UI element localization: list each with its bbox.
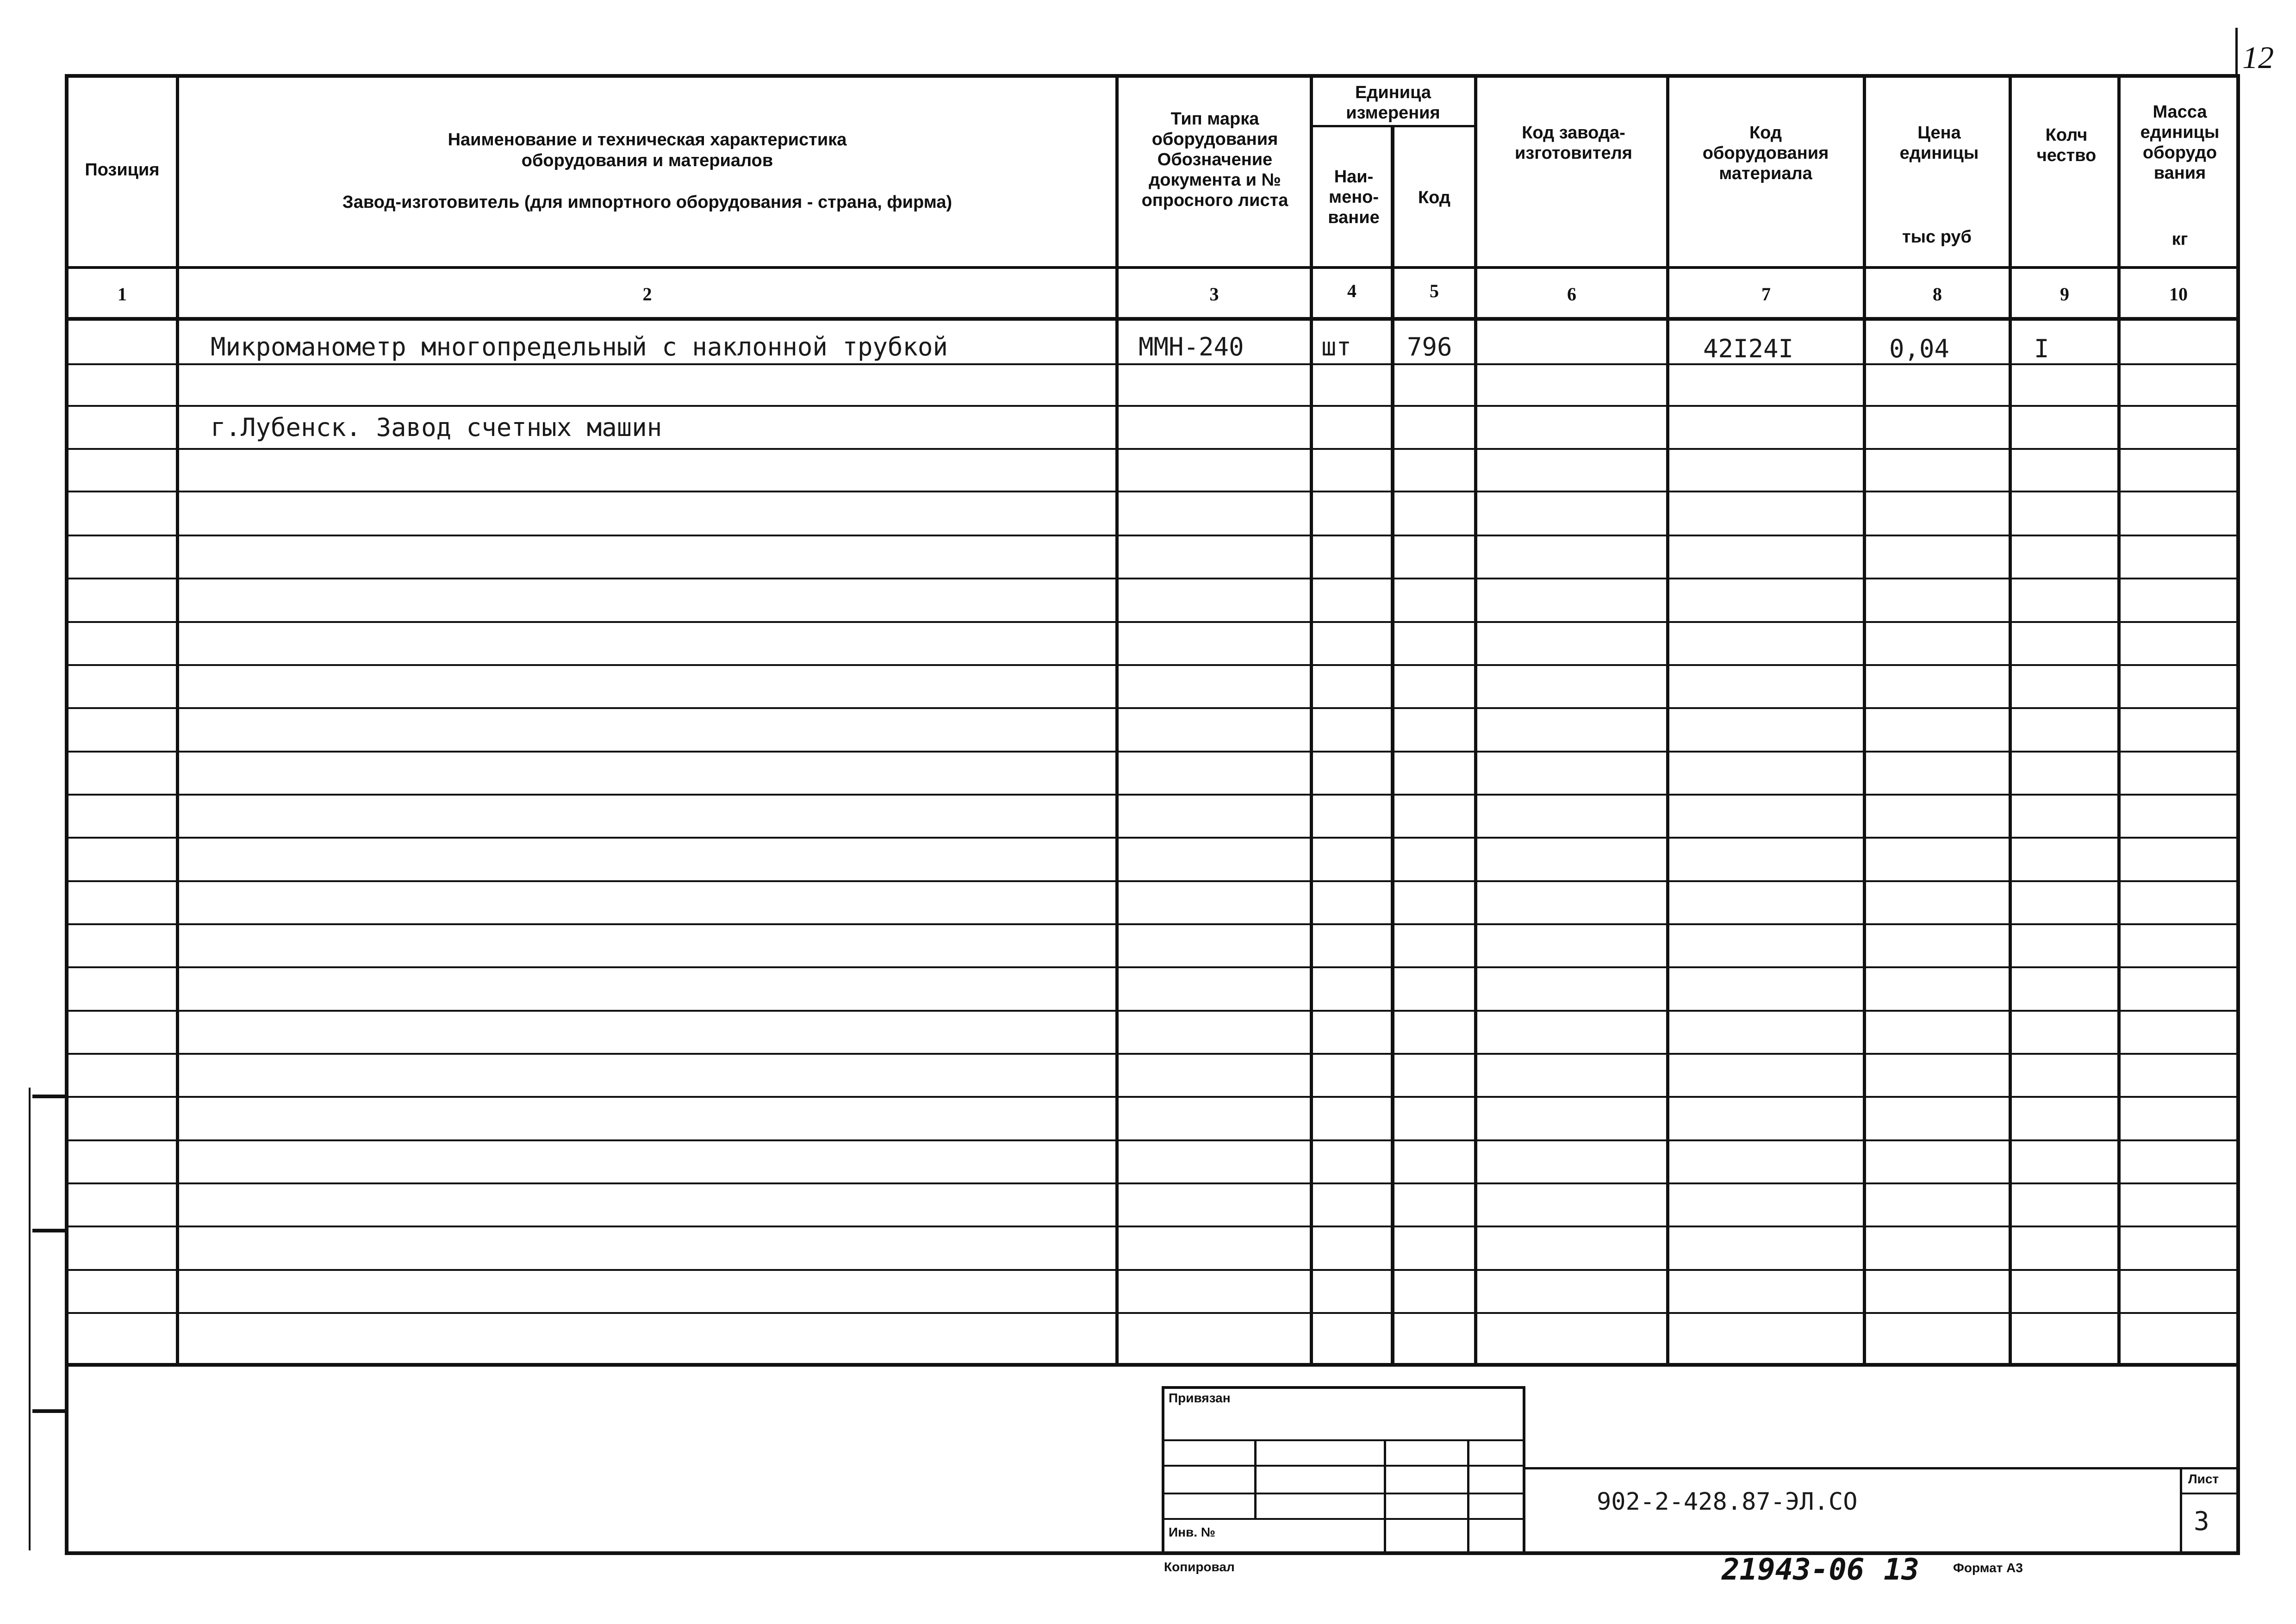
header-unit-group: Единица измерения — [1346, 83, 1440, 123]
header-name-line1: Наименование и техническая характеристика — [448, 130, 847, 149]
format-label: Формат А3 — [1953, 1561, 2023, 1575]
header-factory: Завод-изготовитель (для импортного оборудования - страна, фирма) — [342, 193, 952, 212]
document-code: 902-2-428.87-ЭЛ.СО — [1597, 1488, 1858, 1516]
col-number-5: 5 — [1430, 280, 1439, 301]
col-number-8: 8 — [1933, 284, 1942, 305]
header-mass: Масса единицы оборудо вания — [2140, 102, 2220, 183]
row-2-name: г.Лубенск. Завод счетных машин — [211, 413, 662, 442]
header-quantity: Колч чество — [2036, 125, 2097, 165]
header-price-unit: тыс руб — [1902, 227, 1972, 247]
col-number-9: 9 — [2060, 284, 2069, 305]
col-number-3: 3 — [1209, 284, 1219, 305]
row-1-type: ММН-240 — [1139, 332, 1244, 361]
row-1-material-code: 42I24I — [1703, 334, 1794, 363]
row-1-quantity: I — [2034, 334, 2049, 363]
sheet-number: 3 — [2194, 1506, 2209, 1537]
handwritten-number: 21943-06 — [1722, 1553, 1865, 1587]
col-number-2: 2 — [642, 284, 652, 305]
header-type: Тип марка оборудования Обозначение документа и № опросного листа — [1141, 109, 1288, 210]
row-1-unit-code: 796 — [1407, 332, 1452, 361]
col-number-7: 7 — [1761, 284, 1771, 305]
corner-page-number: 12 — [2242, 40, 2274, 75]
col-number-6: 6 — [1567, 284, 1576, 305]
copied-label: Копировал — [1164, 1560, 1235, 1574]
row-1-price: 0,04 — [1889, 334, 1950, 363]
header-price: Цена единицы — [1899, 123, 1979, 163]
inventory-label: Инв. № — [1169, 1525, 1216, 1539]
header-material-code: Код оборудования материала — [1702, 123, 1829, 183]
header-name-line2: оборудования и материалов — [521, 151, 773, 170]
row-1-name: Микроманометр многопредельный с наклонной трубкой — [211, 332, 948, 361]
col-number-10: 10 — [2169, 284, 2188, 305]
row-1-unit-name: шт — [1321, 332, 1352, 361]
handwritten-page: 13 — [1884, 1553, 1920, 1587]
header-mass-unit: кг — [2172, 230, 2188, 249]
attached-label: Привязан — [1169, 1391, 1231, 1405]
header-position: Позиция — [85, 160, 160, 180]
col-number-1: 1 — [118, 284, 127, 305]
header-unit-name: Наи- мено- вание — [1328, 167, 1380, 227]
sheet-label: Лист — [2188, 1472, 2219, 1486]
header-unit-code: Код — [1418, 188, 1451, 207]
header-factory-code: Код завода- изготовителя — [1515, 123, 1632, 163]
col-number-4: 4 — [1347, 280, 1356, 301]
